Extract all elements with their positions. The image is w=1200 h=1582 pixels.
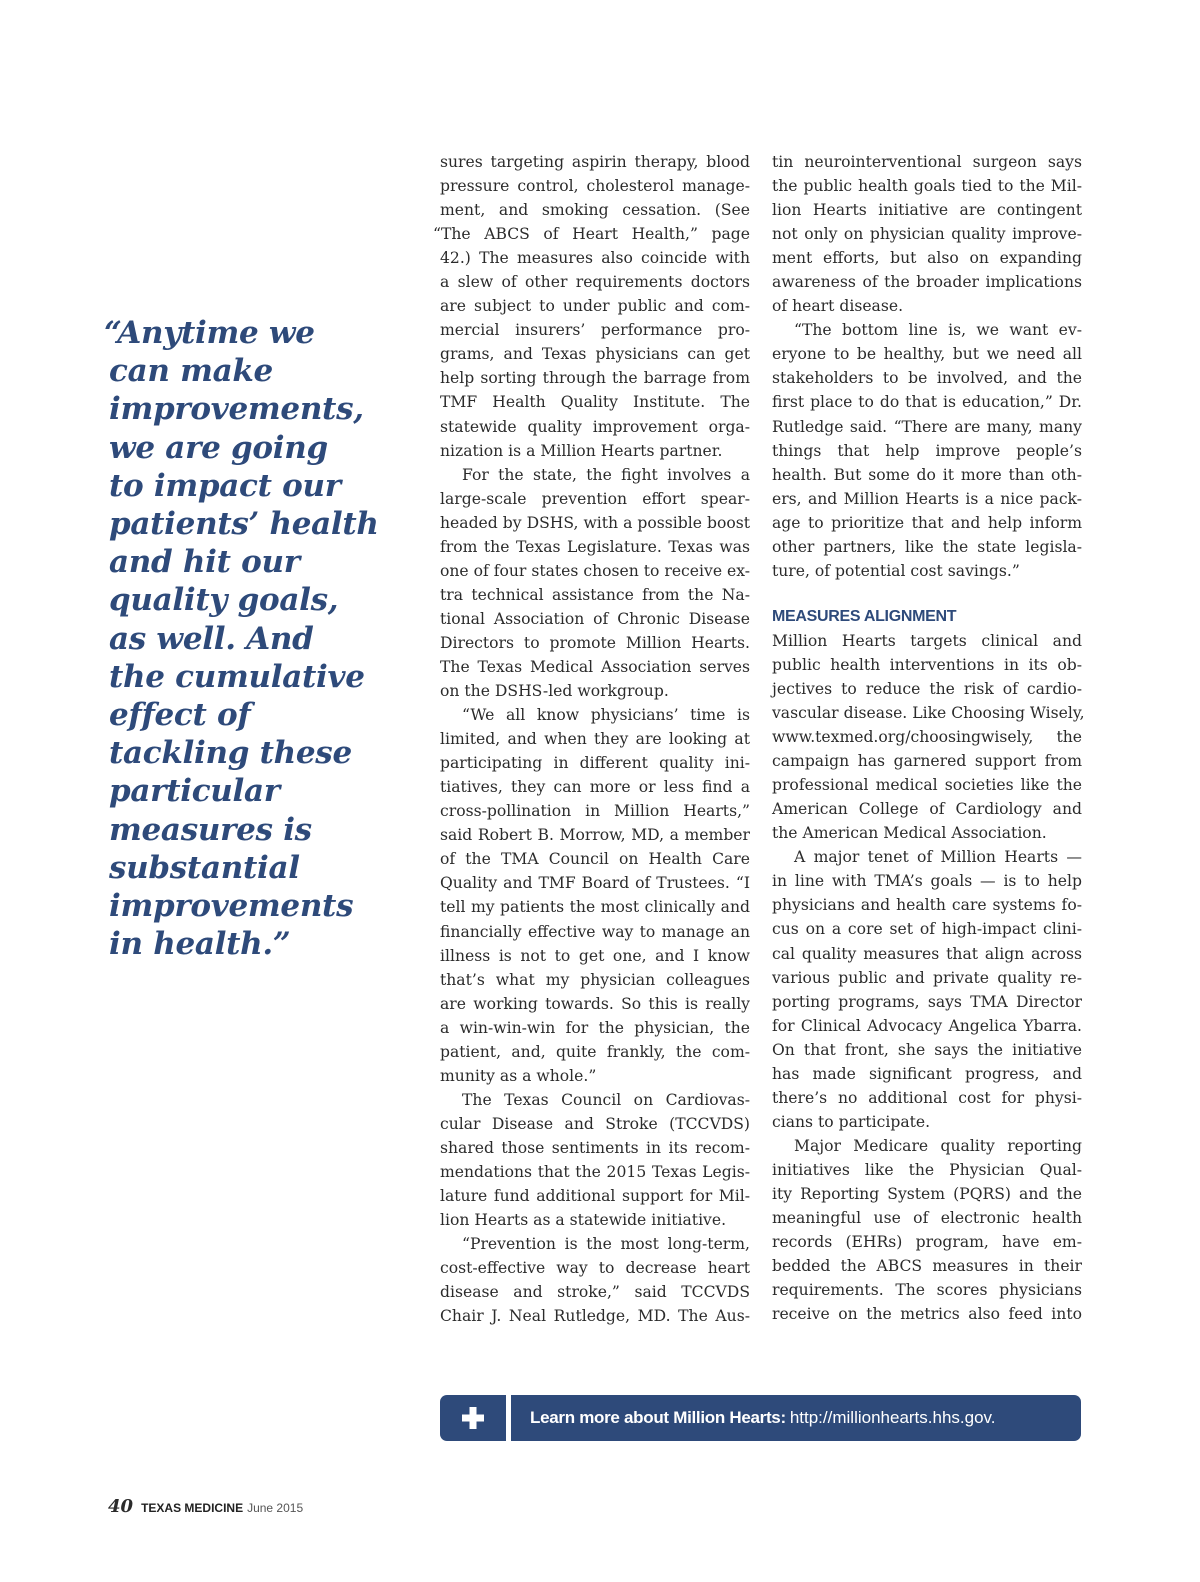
body-line: tiatives, they can more or less find a: [440, 778, 750, 797]
body-line: tra technical assistance from the Na-: [440, 585, 750, 604]
body-line: cular Disease and Stroke (TCCVDS): [440, 1114, 750, 1133]
body-line: lion Hearts initiative are contingent: [772, 201, 1082, 220]
body-line: cost-effective way to decrease heart: [440, 1259, 750, 1278]
body-line: jectives to reduce the risk of cardio-: [772, 679, 1082, 698]
body-line: various public and private quality re-: [772, 968, 1082, 987]
body-line: requirements. The scores physicians: [772, 1281, 1082, 1300]
body-line: initiatives like the Physician Qual-: [772, 1160, 1082, 1179]
body-line: Directors to promote Million Hearts.: [440, 633, 750, 652]
body-line: 42.) The measures also coincide with: [440, 249, 750, 268]
body-line: not only on physician quality improve-: [772, 225, 1082, 244]
pull-quote-line: “Anytime we: [104, 315, 315, 351]
body-line: eryone to be healthy, but we need all: [772, 345, 1082, 364]
body-line: “The bottom line is, we want ev-: [794, 321, 1082, 340]
body-line: help sorting through the barrage from: [440, 369, 750, 388]
body-line: of the TMA Council on Health Care: [440, 850, 750, 869]
pull-quote-line: quality goals,: [109, 582, 339, 619]
body-line: health. But some do it more than oth-: [772, 465, 1082, 484]
body-line: A major tenet of Million Hearts —: [794, 848, 1082, 867]
body-line: said Robert B. Morrow, MD, a member: [440, 826, 750, 845]
body-line: “The ABCS of Heart Health,” page: [433, 225, 750, 244]
body-line: stakeholders to be involved, and the: [772, 369, 1082, 388]
body-line: tional Association of Chronic Disease: [440, 609, 750, 628]
body-line: The Texas Medical Association serves: [440, 657, 750, 676]
body-line: nization is a Million Hearts partner.: [440, 441, 723, 460]
body-line: tell my patients the most clinically and: [440, 898, 750, 917]
body-line: large-scale prevention effort spear-: [440, 489, 750, 508]
body-line: The Texas Council on Cardiovas-: [462, 1090, 750, 1109]
body-line: awareness of the broader implications: [772, 273, 1082, 292]
body-line: things that help improve people’s: [772, 441, 1082, 460]
body-line: sures targeting aspirin therapy, blood: [440, 153, 750, 171]
pull-quote-line: and hit our: [109, 544, 300, 581]
pull-quote: [104, 314, 404, 963]
body-line: “Prevention is the most long-term,: [462, 1235, 750, 1254]
body-line: Rutledge said. “There are many, many: [772, 417, 1082, 436]
body-line: mercial insurers’ performance pro-: [440, 321, 750, 340]
body-line: Chair J. Neal Rutledge, MD. The Aus-: [440, 1307, 750, 1326]
pull-quote-line: particular: [109, 773, 280, 810]
pull-quote-line: can make: [109, 353, 273, 390]
body-line: a slew of other requirements doctors: [440, 273, 750, 292]
body-line: ers, and Million Hearts is a nice pack-: [772, 489, 1082, 508]
body-line: ture, of potential cost savings.”: [772, 561, 1020, 580]
body-line: lion Hearts as a statewide initiative.: [440, 1211, 727, 1230]
body-line: shared those sentiments in its recom-: [440, 1138, 750, 1157]
body-line: disease and stroke,” said TCCVDS: [440, 1283, 750, 1302]
body-line: participating in different quality ini-: [440, 754, 750, 773]
pull-quote-line: improvements: [109, 888, 354, 925]
body-line: from the Texas Legislature. Texas was: [440, 537, 750, 556]
body-line: first place to do that is education,” Dr.: [772, 393, 1082, 412]
section-heading: MEASURES ALIGNMENT: [772, 607, 957, 625]
pull-quote-line: as well. And: [109, 620, 314, 657]
body-line: meaningful use of electronic health: [772, 1209, 1082, 1228]
body-line: grams, and Texas physicians can get: [440, 345, 750, 364]
body-line: cians to participate.: [772, 1112, 931, 1131]
body-line: statewide quality improvement orga-: [440, 417, 750, 436]
body-line: ment, and smoking cessation. (See: [440, 201, 750, 220]
body-line: Million Hearts targets clinical and: [772, 631, 1082, 650]
plus-icon: [462, 1407, 484, 1429]
body-line: On that front, she says the initiative: [772, 1040, 1082, 1059]
issue-date: June 2015: [247, 1501, 304, 1515]
body-line: financially effective way to manage an: [440, 922, 750, 941]
body-line: other partners, like the state legisla-: [772, 537, 1082, 556]
body-line: are subject to under public and com-: [440, 297, 750, 316]
body-line: headed by DSHS, with a possible boost: [440, 513, 750, 532]
body-line: has made significant progress, and: [772, 1064, 1082, 1083]
body-line: a win-win-win for the physician, the: [440, 1018, 750, 1037]
body-line: For the state, the fight involves a: [462, 465, 750, 484]
body-line: public health interventions in its ob-: [772, 655, 1082, 674]
body-line: receive on the metrics also feed into: [772, 1305, 1082, 1324]
body-line: of heart disease.: [772, 297, 904, 316]
body-line: the American Medical Association.: [772, 824, 1047, 843]
body-line: that’s what my physician colleagues: [440, 970, 750, 989]
article-column-2: [772, 150, 1085, 1326]
body-line: limited, and when they are looking at: [440, 730, 750, 749]
million-hearts-link[interactable]: http://millionhearts.hhs.gov.: [789, 1408, 996, 1427]
body-line: there’s no additional cost for physi-: [772, 1088, 1082, 1107]
body-line: www.texmed.org/choosingwisely, the: [772, 728, 1082, 747]
body-line: munity as a whole.”: [440, 1066, 597, 1085]
body-line: cus on a core set of high-impact clini-: [772, 920, 1082, 939]
body-line: vascular disease. Like Choosing Wisely,: [772, 704, 1085, 723]
body-line: on the DSHS-led workgroup.: [440, 682, 669, 701]
body-line: porting programs, says TMA Director: [772, 992, 1082, 1011]
body-line: one of four states chosen to receive ex-: [440, 561, 751, 580]
magazine-name: TEXAS MEDICINE: [141, 1501, 244, 1515]
body-line: Quality and TMF Board of Trustees. “I: [440, 874, 750, 893]
page-number: 40: [108, 1496, 134, 1517]
body-line: ment efforts, but also on expanding: [772, 249, 1082, 268]
learn-more-banner: [511, 1395, 1081, 1441]
body-line: illness is not to get one, and I know: [440, 946, 750, 965]
body-line: “We all know physicians’ time is: [462, 706, 750, 725]
body-line: mendations that the 2015 Texas Legis-: [440, 1162, 750, 1181]
body-line: records (EHRs) program, have em-: [772, 1233, 1082, 1252]
body-line: bedded the ABCS measures in their: [772, 1257, 1082, 1276]
pull-quote-line: we are going: [109, 429, 328, 466]
body-line: cal quality measures that align across: [772, 944, 1082, 963]
body-line: age to prioritize that and help inform: [772, 513, 1082, 532]
pull-quote-line: tackling these: [109, 735, 352, 772]
body-line: cross-pollination in Million Hearts,”: [440, 802, 750, 821]
page-footer: [108, 1496, 303, 1517]
plus-icon-box: [440, 1395, 506, 1441]
learn-more-label: Learn more about Million Hearts:: [530, 1408, 786, 1427]
pull-quote-line: to impact our: [109, 467, 341, 504]
body-line: TMF Health Quality Institute. The: [440, 393, 750, 412]
body-line: in line with TMA’s goals — is to help: [772, 872, 1082, 891]
pull-quote-line: in health.”: [109, 926, 291, 963]
pull-quote-line: effect of: [109, 697, 251, 734]
body-line: lature fund additional support for Mil-: [440, 1187, 750, 1206]
body-line: patient, and, quite frankly, the com-: [440, 1042, 750, 1061]
body-line: Major Medicare quality reporting: [794, 1136, 1082, 1155]
body-line: pressure control, cholesterol manage-: [440, 177, 750, 196]
body-line: professional medical societies like the: [772, 776, 1082, 795]
body-line: campaign has garnered support from: [772, 752, 1082, 771]
body-line: are working towards. So this is really: [440, 994, 750, 1013]
pull-quote-line: substantial: [109, 849, 300, 886]
pull-quote-line: the cumulative: [109, 658, 365, 695]
body-line: the public health goals tied to the Mil-: [772, 177, 1082, 196]
pull-quote-line: improvements,: [109, 391, 364, 428]
body-line: physicians and health care systems fo-: [772, 896, 1082, 915]
pull-quote-line: patients’ health: [109, 506, 379, 543]
pull-quote-line: measures is: [109, 811, 312, 848]
article-column-1: [433, 150, 751, 1328]
body-line: American College of Cardiology and: [772, 800, 1082, 819]
body-line: tin neurointerventional surgeon says: [772, 153, 1082, 171]
body-line: ity Reporting System (PQRS) and the: [772, 1184, 1082, 1203]
body-line: for Clinical Advocacy Angelica Ybarra.: [772, 1016, 1082, 1035]
